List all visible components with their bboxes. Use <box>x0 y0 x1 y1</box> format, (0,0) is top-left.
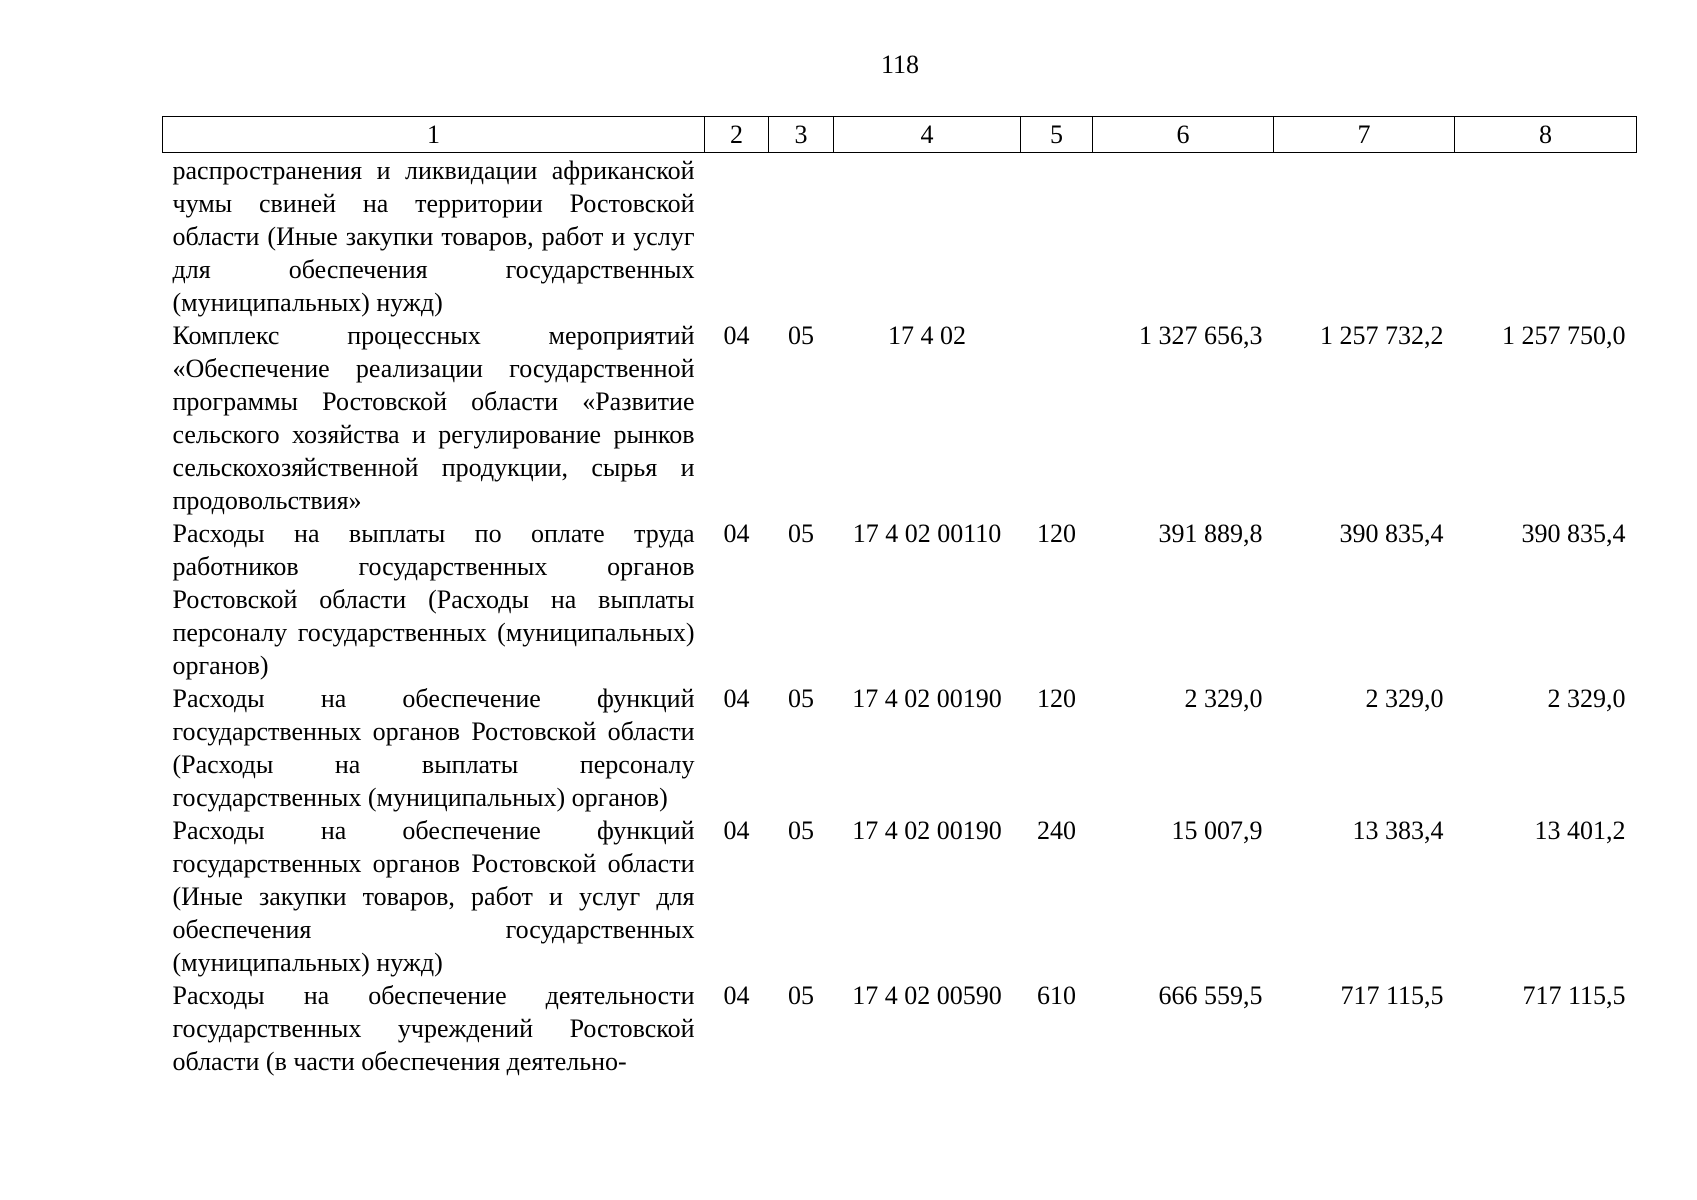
subsection-code: 05 <box>788 684 814 713</box>
table-row <box>163 517 1637 682</box>
amount-col-8 <box>1455 153 1637 320</box>
subsection-code: 05 <box>788 981 814 1010</box>
amount-col-8: 2 329,0 <box>1547 684 1626 713</box>
table-row <box>163 979 1637 1078</box>
table-row <box>163 153 1637 320</box>
subsection-code: 05 <box>788 321 814 350</box>
amount-col-6: 1 327 656,3 <box>1139 321 1263 350</box>
header-cell-3: 3 <box>769 117 834 153</box>
expense-type-code <box>1021 319 1093 517</box>
section-code: 04 <box>723 684 750 713</box>
section-code: 04 <box>723 816 750 845</box>
amount-col-8: 13 401,2 <box>1534 816 1626 845</box>
amount-col-6: 391 889,8 <box>1158 519 1263 548</box>
header-cell-8: 8 <box>1455 117 1637 153</box>
amount-col-8: 390 835,4 <box>1521 519 1626 548</box>
header-cell-4: 4 <box>834 117 1021 153</box>
row-description: Расходы на обеспечение деятельности государственных учреждений Ростовской области (в части обеспечения деятельно- <box>172 981 695 1076</box>
subsection-code: 05 <box>788 519 814 548</box>
amount-col-7: 2 329,0 <box>1365 684 1444 713</box>
section-code <box>705 153 769 320</box>
section-code: 04 <box>723 321 750 350</box>
row-description: Комплекс процессных мероприятий «Обеспечение реализации государственной программы Ростовской области «Развитие сельского хозяйства и регулирование рынков сельскохозяйственной продукции, сырья и продовольствия» <box>172 321 695 515</box>
amount-col-6 <box>1093 153 1274 320</box>
amount-col-7 <box>1274 153 1455 320</box>
table-row <box>163 319 1637 517</box>
target-article-code: 17 4 02 00110 <box>852 519 1002 548</box>
header-row <box>163 117 1637 153</box>
row-description: распространения и ликвидации африканской чумы свиней на территории Ростовской области (Иные закупки товаров, работ и услуг для обеспечения государственных (муниципальных) нужд) <box>172 156 695 317</box>
amount-col-7: 13 383,4 <box>1352 816 1444 845</box>
header-cell-1: 1 <box>163 117 705 153</box>
target-article-code <box>834 153 1021 320</box>
target-article-code: 17 4 02 00190 <box>852 816 1002 845</box>
target-article-code: 17 4 02 <box>888 321 966 350</box>
row-description: Расходы на выплаты по оплате труда работников государственных органов Ростовской области (Расходы на выплаты персоналу государственных (муниципальных) органов) <box>172 519 695 680</box>
target-article-code: 17 4 02 00190 <box>852 684 1002 713</box>
expense-type-code: 610 <box>1037 981 1076 1010</box>
expense-type-code: 120 <box>1037 519 1076 548</box>
table-row <box>163 814 1637 979</box>
amount-col-7: 717 115,5 <box>1340 981 1444 1010</box>
amount-col-6: 666 559,5 <box>1158 981 1263 1010</box>
amount-col-8: 1 257 750,0 <box>1502 321 1626 350</box>
section-code: 04 <box>723 981 750 1010</box>
target-article-code: 17 4 02 00590 <box>852 981 1002 1010</box>
header-cell-5: 5 <box>1021 117 1093 153</box>
section-code: 04 <box>723 519 750 548</box>
expense-type-code: 120 <box>1037 684 1076 713</box>
header-cell-7: 7 <box>1274 117 1455 153</box>
expense-type-code <box>1021 153 1093 320</box>
amount-col-6: 2 329,0 <box>1184 684 1263 713</box>
row-description: Расходы на обеспечение функций государственных органов Ростовской области (Расходы на выплаты персоналу государственных (муниципальных) органов) <box>172 684 695 812</box>
expense-type-code: 240 <box>1037 816 1076 845</box>
subsection-code <box>769 153 834 320</box>
row-description: Расходы на обеспечение функций государственных органов Ростовской области (Иные закупки товаров, работ и услуг для обеспечения государственных (муниципальных) нужд) <box>172 816 695 977</box>
budget-table <box>162 116 1637 1078</box>
amount-col-7: 390 835,4 <box>1339 519 1444 548</box>
header-cell-2: 2 <box>705 117 769 153</box>
amount-col-7: 1 257 732,2 <box>1320 321 1444 350</box>
page-number: 118 <box>880 50 920 79</box>
subsection-code: 05 <box>788 816 814 845</box>
amount-col-6: 15 007,9 <box>1171 816 1263 845</box>
table-row <box>163 682 1637 814</box>
header-cell-6: 6 <box>1093 117 1274 153</box>
amount-col-8: 717 115,5 <box>1522 981 1626 1010</box>
